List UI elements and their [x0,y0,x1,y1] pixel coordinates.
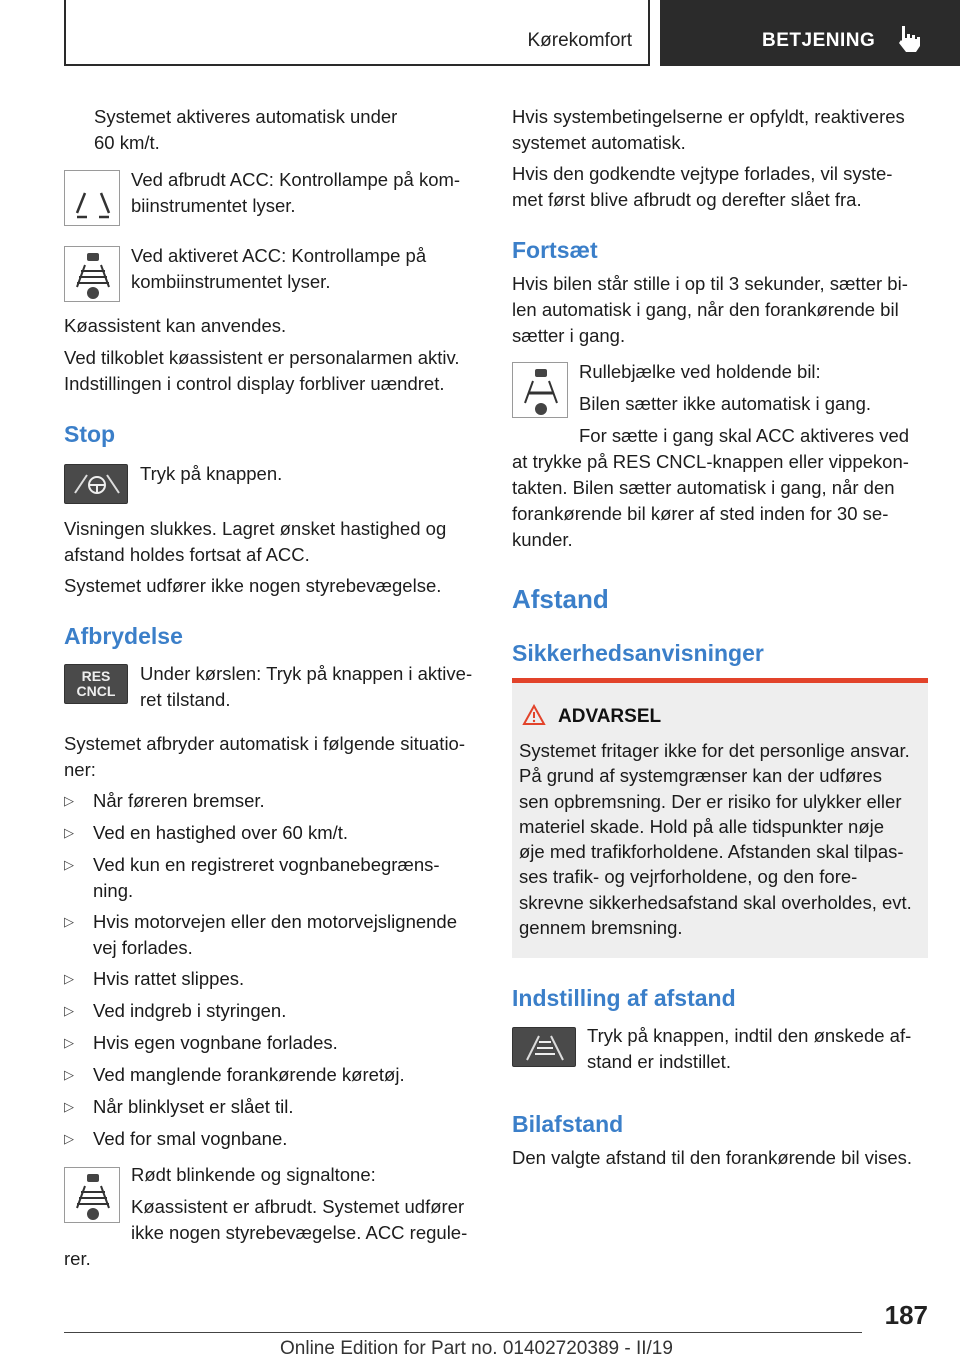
bullet-triangle-icon: ▷ [64,1003,74,1018]
intro-line-1: Systemet aktiveres automatisk under [94,106,398,127]
bullet-triangle-icon: ▷ [64,825,74,840]
interrupt-action-line-2: ret tilstand. [140,689,231,710]
road-left-line-1: Hvis den godkendte vejtype forlades, vil syste- [512,163,893,184]
header-section-box [64,0,650,66]
section-title: Kørekomfort [527,30,632,51]
stop-p2: Systemet udfører ikke nogen styrebevægelse. [64,575,442,596]
car-distance-text: Den valgte afstand til den forankørende bil vises. [512,1147,913,1168]
continue-line-1: Hvis bilen står stille i op til 3 sekunder, sætter bi- [512,273,908,294]
cncl-label: CNCL [76,683,116,699]
bullet-triangle-icon: ▷ [64,971,74,986]
footer-edition: Online Edition for Part no. 01402720389 - II/19 [280,1338,673,1359]
chapter-title: BETJENING [762,30,876,51]
roll-line-4: at trykke på RES CNCL-knappen eller vippekon- [512,451,909,472]
warning-box [512,678,928,958]
interrupt-heading: Afbrydelse [64,623,183,649]
red-blink-line-1: Rødt blinkende og signaltone: [131,1164,376,1185]
footer-divider [64,1332,862,1333]
res-cncl-button-icon [64,664,128,704]
setting-heading: Indstilling af afstand [512,985,736,1011]
warning-triangle-icon [522,704,546,726]
stop-p1-line-2: afstand holdes fortsat af ACC. [64,544,310,565]
roll-line-1: Rullebjælke ved holdende bil: [579,361,821,382]
acc-on-line-2: kombiinstrumentet lyser. [131,271,331,292]
reactivate-line-2: systemet automatisk. [512,132,686,153]
roll-line-3: For sætte i gang skal ACC aktiveres ved [579,425,910,446]
red-blink-line-4: rer. [64,1248,91,1269]
continue-line-2: len automatisk i gang, når den forankørende bil [512,299,899,320]
safety-heading: Sikkerhedsanvisninger [512,640,764,666]
acc-off-line-2: biinstrumentet lyser. [131,195,296,216]
queue-text-2a: Ved tilkoblet køassistent er personalarmen aktiv. [64,347,460,368]
setting-line-1: Tryk på knappen, indtil den ønskede af- [587,1025,912,1046]
acc-rolling-bar-icon [512,362,568,418]
page-number: 187 [884,1300,928,1330]
header-chapter-box [660,0,960,66]
interrupt-action-line-1: Under kørslen: Tryk på knappen i aktive- [140,663,473,684]
warning-bar [512,678,928,683]
continue-line-3: sætter i gang. [512,325,626,346]
bullet-triangle-icon: ▷ [64,914,74,929]
warning-text: Systemet fritager ikke for det personlige ansvar. På grund af systemgrænser kan der udføres sen opbremsning. Der er risiko for ulykker eller materiel skade. Hold på alle tidspunkter nøje øje med trafikforholdene. Afstanden skal tilpas- ses trafik- og vejrforholdene, og den fore- skrevne sikkerhedsafstand skal overholdes, evt. gennem bremsning. [519,740,912,939]
continue-heading: Fortsæt [512,237,598,263]
bullet-triangle-icon: ▷ [64,857,74,872]
res-label: RES [81,668,111,684]
red-blink-line-2: Køassistent er afbrudt. Systemet udfører [131,1196,465,1217]
bullet-triangle-icon: ▷ [64,1099,74,1114]
road-left-line-2: met først blive afbrudt og derefter slået fra. [512,189,862,210]
reactivate-line-1: Hvis systembetingelserne er opfyldt, reaktiveres [512,106,905,127]
acc-active-lamp-icon [64,246,120,302]
queue-text-2b: Indstillingen i control display forbliver uændret. [64,373,445,394]
bullet-triangle-icon: ▷ [64,1067,74,1082]
bullet-triangle-icon: ▷ [64,1035,74,1050]
bullet-triangle-icon: ▷ [64,1131,74,1146]
setting-line-2: stand er indstillet. [587,1051,731,1072]
roll-line-6: forankørende bil kører af sted inden for 30 se- [512,503,889,524]
roll-line-2: Bilen sætter ikke automatisk i gang. [579,393,872,414]
interrupt-intro-line-2: ner: [64,759,96,780]
stop-action: Tryk på knappen. [140,463,283,484]
car-distance-heading: Bilafstand [512,1111,624,1137]
distance-heading: Afstand [512,584,609,614]
stop-heading: Stop [64,421,116,447]
roll-line-5: takten. Bilen sætter automatisk i gang, når den [512,477,895,498]
intro-line-2: 60 km/t. [94,132,160,153]
red-blink-line-3: ikke nogen styrebevægelse. ACC regule- [131,1222,468,1243]
interrupt-intro-line-1: Systemet afbryder automatisk i følgende situatio- [64,733,466,754]
distance-button-icon [512,1027,576,1067]
acc-active-lamp-icon [64,1167,120,1223]
warning-title: ADVARSEL [558,706,662,727]
acc-steering-button-icon [64,464,128,504]
acc-off-lamp-icon [64,170,120,226]
hand-pointer-icon [896,24,922,54]
roll-line-7: kunder. [512,529,573,550]
acc-on-line-1: Ved aktiveret ACC: Kontrollampe på [131,245,427,266]
queue-text-1: Køassistent kan anvendes. [64,315,287,336]
bullet-triangle-icon: ▷ [64,793,74,808]
acc-off-line-1: Ved afbrudt ACC: Kontrollampe på kom- [131,169,461,190]
stop-p1-line-1: Visningen slukkes. Lagret ønsket hastighed og [64,518,447,539]
